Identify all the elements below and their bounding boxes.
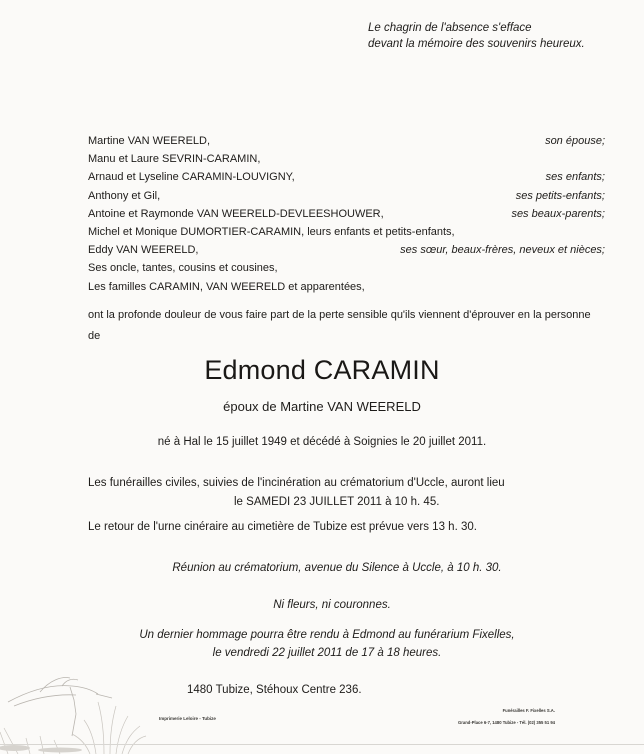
epigraph xyxy=(368,20,585,52)
family-member: Manu et Laure SEVRIN-CARAMIN, xyxy=(88,153,261,166)
family-row xyxy=(88,241,605,259)
family-row xyxy=(88,278,605,296)
family-member: Eddy VAN WEERELD, xyxy=(88,244,199,257)
deceased-name: Edmond CARAMIN xyxy=(204,355,440,385)
funeral-home-name: Funérailles F. Fixelles S.A. xyxy=(502,708,555,713)
funeral-info xyxy=(88,474,608,512)
no-flowers-line: Ni fleurs, ni couronnes. xyxy=(273,599,391,611)
family-row xyxy=(88,187,605,205)
family-list xyxy=(88,132,605,296)
family-member: Arnaud et Lyseline CARAMIN-LOUVIGNY, xyxy=(88,171,295,184)
family-member: Anthony et Gil, xyxy=(88,189,161,202)
family-row xyxy=(88,259,605,277)
funeral-home-credit xyxy=(420,705,555,729)
funeral-home-details: Grand-Place 6-7, 1480 Tubize - Tél. (02) 355 51 94 xyxy=(458,720,555,725)
spouse-line: époux de Martine VAN WEERELD xyxy=(223,399,421,414)
family-relation: ses petits-enfants; xyxy=(515,189,605,202)
bottom-divider xyxy=(0,744,644,745)
family-relation: ses beaux-parents; xyxy=(511,207,605,220)
birth-death-dates: né à Hal le 15 juillet 1949 et décédé à Soignies le 20 juillet 2011. xyxy=(157,436,487,448)
printer-credit: Imprimerie Leloire - Tubize xyxy=(159,716,216,721)
family-row xyxy=(88,132,605,150)
heron-reeds-illustration xyxy=(0,640,150,754)
announcement-intro: ont la profonde douleur de vous faire part de la perte sensible qu'ils viennent d'éprouver en la personne de xyxy=(88,309,591,342)
tribute-line-1: Un dernier hommage pourra être rendu à Edmond au funérarium Fixelles, xyxy=(139,629,515,641)
family-row xyxy=(88,205,605,223)
family-member: Martine VAN WEERELD, xyxy=(88,135,211,147)
family-member: Ses oncle, tantes, cousins et cousines, xyxy=(88,262,278,275)
family-row xyxy=(88,150,605,168)
family-member: Michel et Monique DUMORTIER-CARAMIN, leurs enfants et petits-enfants, xyxy=(88,225,455,238)
meeting-line: Réunion au crématorium, avenue du Silence à Uccle, à 10 h. 30. xyxy=(172,562,502,574)
funeral-line-1: Les funérailles civiles, suivies de l'incinération au crématorium d'Uccle, auront lieu xyxy=(88,477,505,489)
family-relation: ses sœur, beaux-frères, neveux et nièces; xyxy=(400,244,605,257)
family-address: 1480 Tubize, Stéhoux Centre 236. xyxy=(187,684,362,696)
family-row xyxy=(88,223,605,241)
family-relation: son épouse; xyxy=(545,135,605,147)
epigraph-line-2: devant la mémoire des souvenirs heureux. xyxy=(368,38,585,50)
family-relation: ses enfants; xyxy=(545,171,605,184)
family-member: Les familles CARAMIN, VAN WEERELD et apparentées, xyxy=(88,280,365,293)
family-member: Antoine et Raymonde VAN WEERELD-DEVLEESHOUWER, xyxy=(88,207,384,220)
funeral-date: le SAMEDI 23 JUILLET 2011 à 10 h. 45. xyxy=(234,496,440,508)
epigraph-line-1: Le chagrin de l'absence s'efface xyxy=(368,22,532,34)
tribute-line-2: le vendredi 22 juillet 2011 de 17 à 18 heures. xyxy=(212,647,442,659)
family-row xyxy=(88,168,605,186)
urn-return-line: Le retour de l'urne cinéraire au cimetière de Tubize est prévue vers 13 h. 30. xyxy=(88,521,477,533)
